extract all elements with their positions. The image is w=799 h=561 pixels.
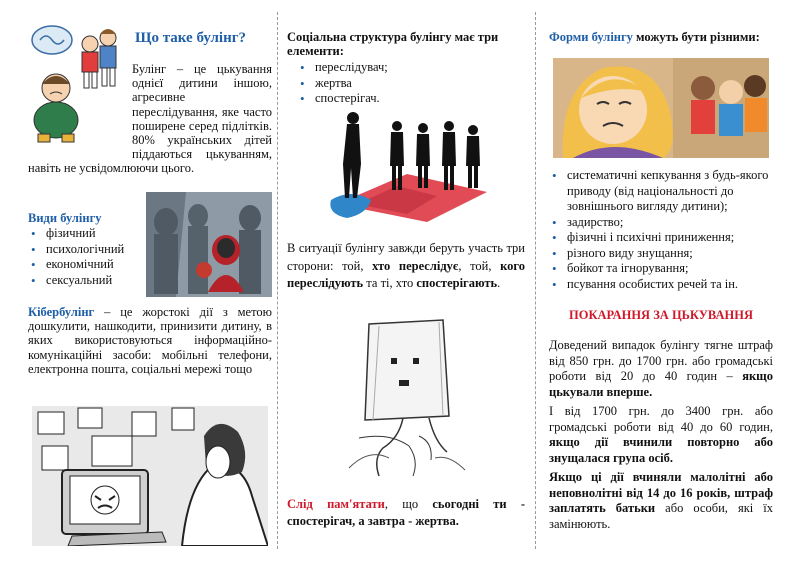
puzzle-people-image — [327, 108, 493, 226]
column-left — [28, 0, 272, 561]
forms-list — [549, 168, 773, 292]
penalty-emphasis: якщо дії вчинили повторно або знущалася група осіб. — [549, 435, 773, 465]
remember-text: , що — [384, 497, 433, 511]
remember-paragraph — [287, 496, 525, 530]
cyberbullying-text: – це жорстокі дії з метою дошкулити, нашкодити, принизити дитину, в яких використовуються інформаційно-комунікаційні засоби: мобільні телефони, електронна пошта, соціальні мережі тощо — [28, 305, 272, 376]
list-item: • задирство; — [549, 215, 773, 231]
types-list — [28, 226, 140, 288]
three-sides-text: та ті, хто — [363, 276, 417, 290]
list-item: • жертва — [297, 76, 517, 92]
list-item: • бойкот та ігнорування; — [549, 261, 773, 277]
column-divider — [277, 12, 278, 549]
remember-emphasis: сьогодні ти - спостерігач, а завтра - жертва. — [287, 497, 525, 528]
list-item: • різного виду знущання; — [549, 246, 773, 262]
list-item: • економічний — [28, 257, 140, 273]
three-sides-observers: спостерігають — [416, 276, 498, 290]
cyberbullying-term: Кібербулінг — [28, 305, 95, 319]
list-item: • фізичні і психічні приниження; — [549, 230, 773, 246]
penalty-text: І від 1700 грн. до 3400 грн. або громадські роботи від 40 до 60 годин, — [549, 404, 773, 434]
cyberbullying-image — [32, 406, 268, 546]
list-item: • переслідувач; — [297, 60, 517, 76]
three-sides-victims: кого переслідують — [287, 258, 525, 290]
intro-text: Булінг – це цькування однієї дитини іншою, агресивне переслідування, яке часто поширене серед підлітків. 80% українських дітей піддаються цькуванням, навіть не усвідомлюючи цього. — [28, 62, 272, 176]
list-item: • фізичний — [28, 226, 140, 242]
penalty-paragraph-repeat — [549, 404, 773, 466]
penalty-text: Доведений випадок булінгу тягне штраф від 850 грн. до 1700 грн. або громадські роботи від 20 до 40 годин – — [549, 338, 773, 383]
column-middle — [287, 0, 525, 561]
list-item: • сексуальний — [28, 273, 140, 289]
penalty-paragraph-first — [549, 338, 773, 400]
list-item: • систематичні кепкування з будь-якого приводу (від національності до зовнішнього вигляду дитини); — [549, 168, 773, 215]
column-right — [549, 0, 773, 561]
penalty-emphasis: Якщо ці дії вчиняли малолітні або неповнолітні від 14 до 16 років, штраф заплатять батьки — [549, 470, 773, 515]
forms-title-text: можуть бути різними: — [632, 30, 760, 44]
types-title: Види булінгу — [28, 211, 102, 225]
three-sides-text: . — [497, 276, 501, 290]
forms-title-term: Форми булінгу — [549, 30, 633, 44]
remember-term: Слід пам'ятати — [287, 497, 385, 511]
three-sides-text: , той, — [458, 258, 501, 273]
sad-girl-image — [553, 58, 769, 158]
section-title-what-is-bullying: Що таке булінг? — [135, 30, 247, 46]
list-item: • психологічний — [28, 242, 140, 258]
forms-title — [549, 30, 773, 44]
penalty-paragraph-minors — [549, 470, 773, 532]
penalty-emphasis: якщо цькували вперше. — [549, 369, 773, 399]
cyberbullying-paragraph — [28, 305, 272, 376]
list-item: • спостерігач. — [297, 91, 517, 107]
paper-bag-girl-image — [339, 318, 473, 478]
intro-paragraph — [28, 62, 272, 176]
list-item: • псування особистих речей та ін. — [549, 277, 773, 293]
structure-elements-list — [297, 60, 517, 107]
three-sides-text: В ситуації булінгу завжди беруть участь три сторони: той, — [287, 241, 525, 273]
three-sides-persecutor: хто переслідує — [372, 258, 459, 273]
penalty-text: або особи, які їх замінюють. — [549, 501, 773, 531]
penalty-title: ПОКАРАННЯ ЗА ЦЬКУВАННЯ — [569, 308, 753, 322]
victim-with-shadows-image — [146, 192, 272, 297]
structure-title: Соціальна структура булінгу має три елементи: — [287, 30, 499, 59]
three-sides-paragraph — [287, 240, 525, 293]
column-divider — [535, 12, 536, 549]
